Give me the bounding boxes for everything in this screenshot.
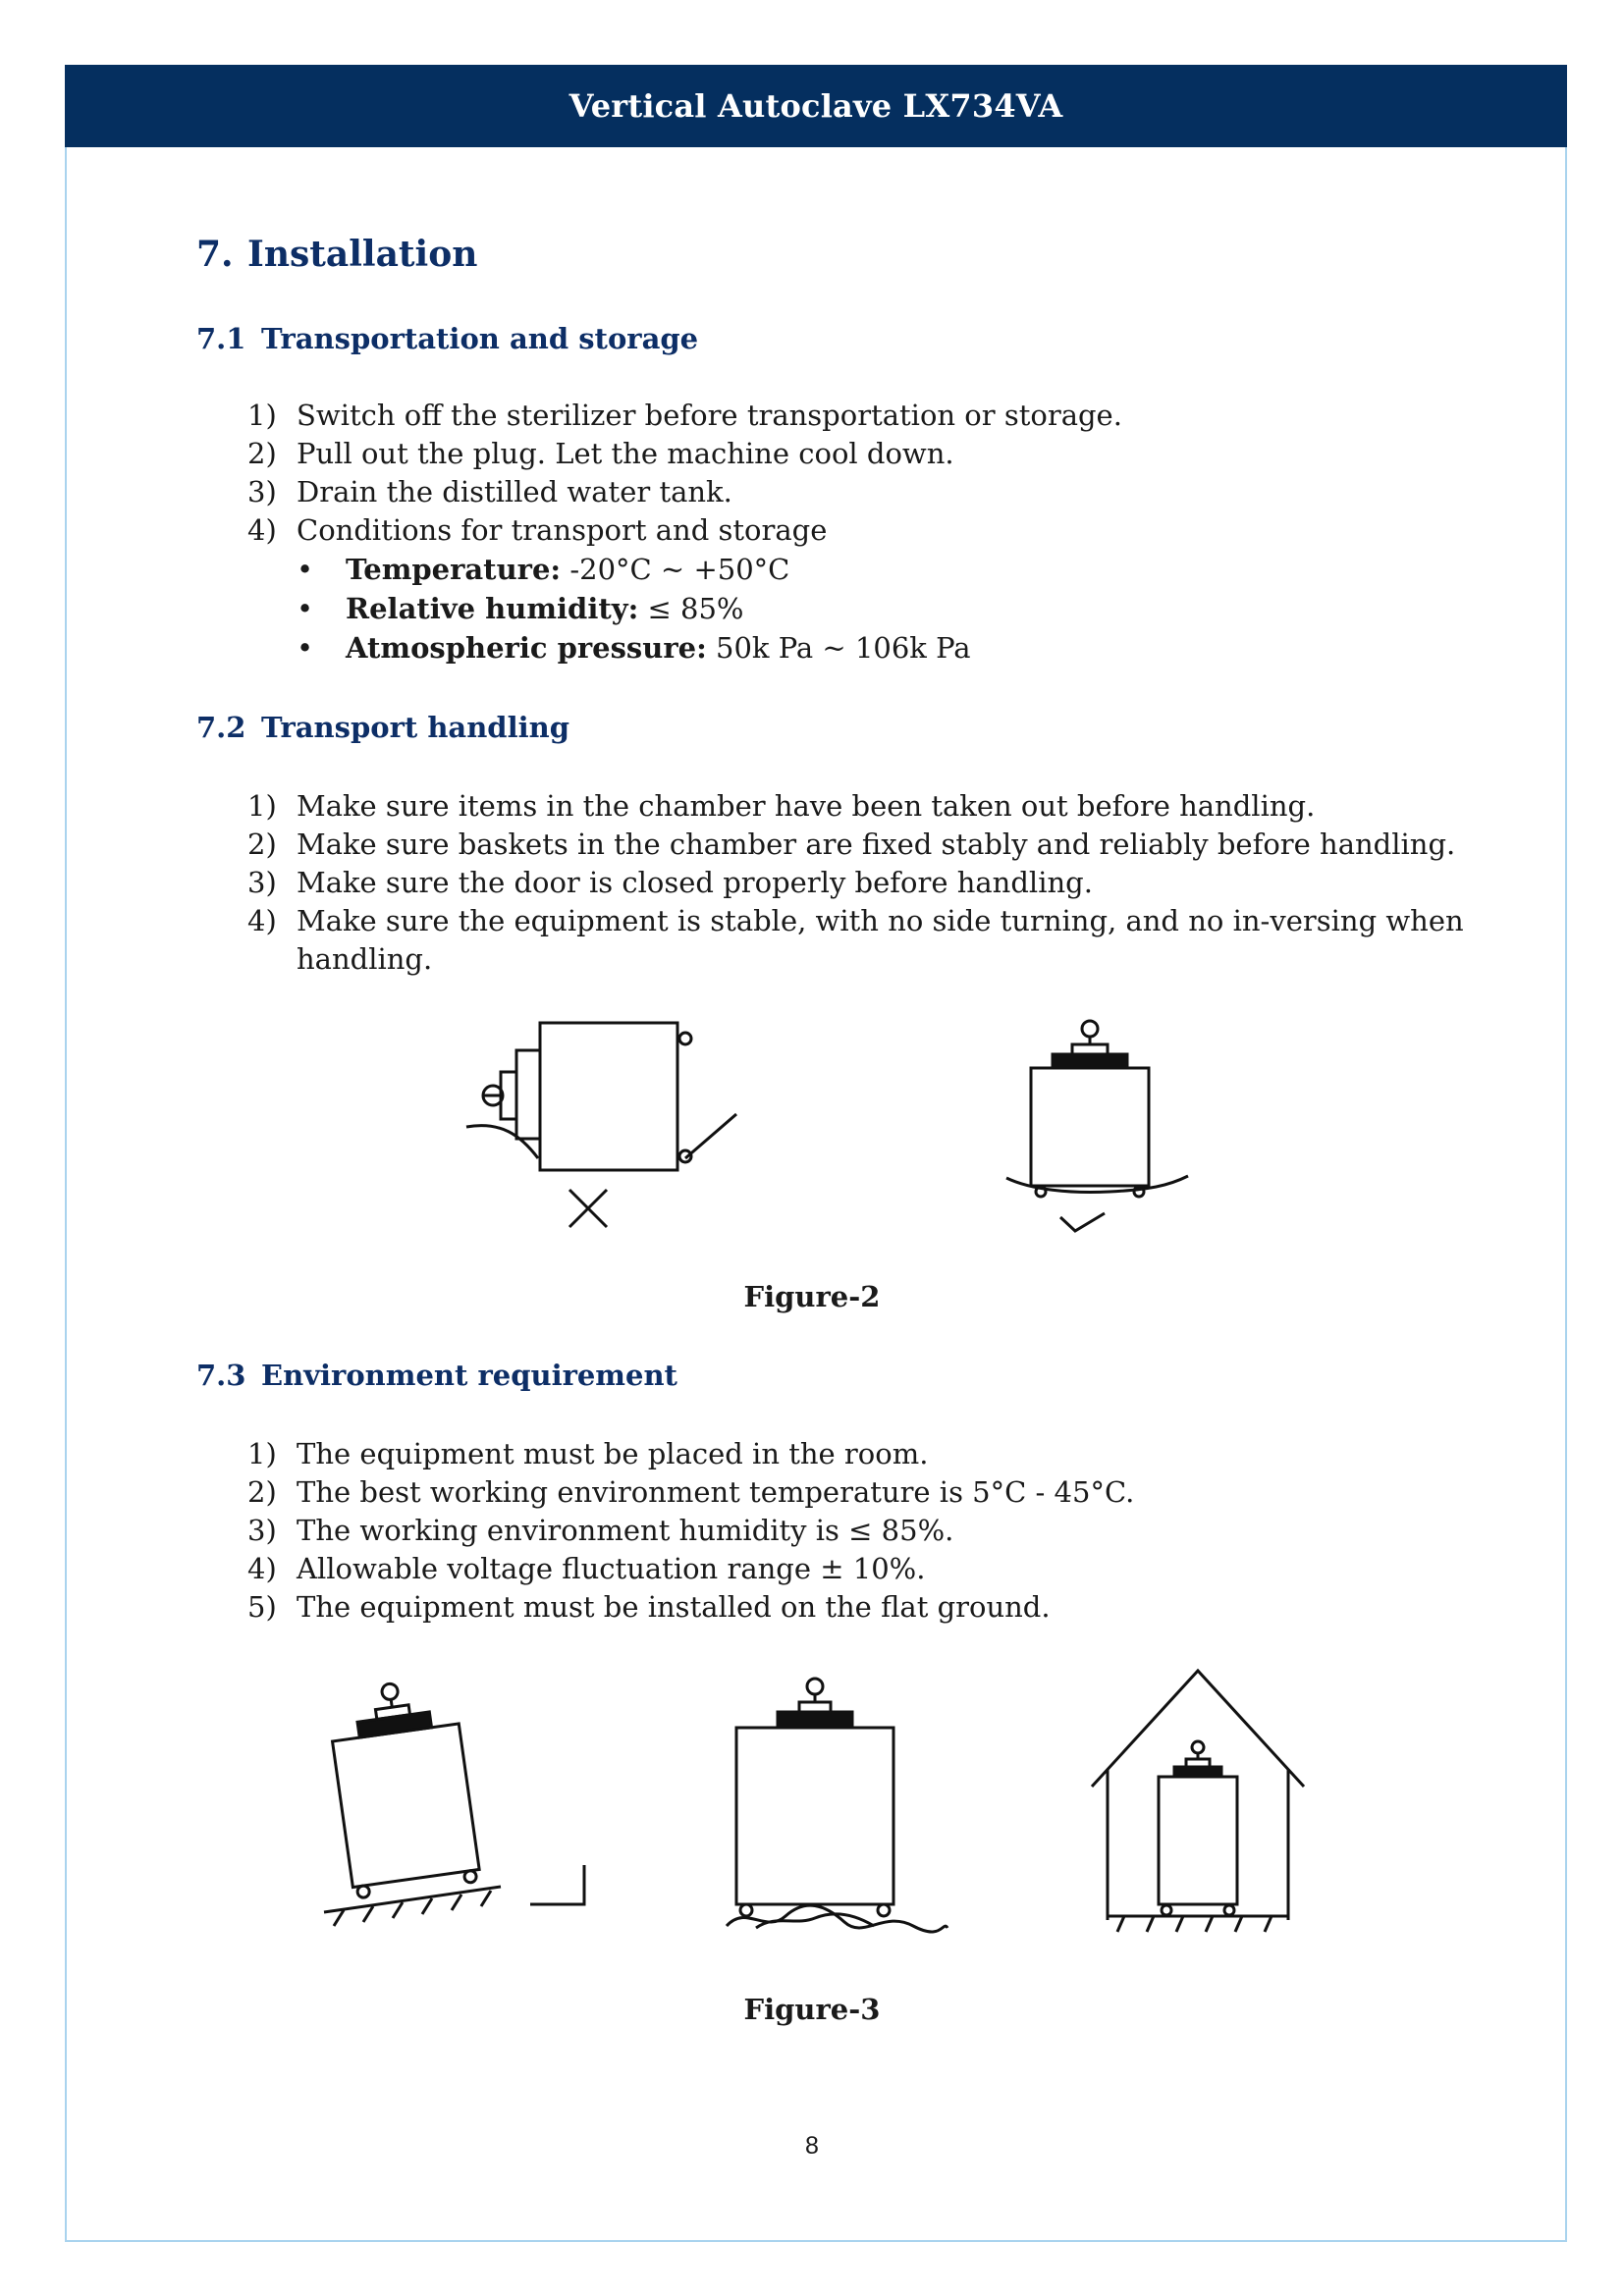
upright-autoclave-correct-illustration <box>992 1011 1218 1247</box>
tilted-autoclave-wrong-illustration <box>422 1011 795 1237</box>
subsection-number: 7.1 <box>196 322 246 355</box>
transport-storage-list <box>247 397 1475 667</box>
section-title: Installation <box>247 234 478 275</box>
subsection-title: Transport handling <box>261 711 569 744</box>
bullet-icon: • <box>297 553 314 586</box>
section-number: 7. <box>196 234 234 275</box>
condition-item: • Relative humidity: ≤ 85% <box>297 589 1475 628</box>
list-item: 1) Switch off the sterilizer before transportation or storage. <box>247 399 1122 432</box>
transport-handling-list <box>247 787 1475 979</box>
list-item: 1) The equipment must be placed in the room. <box>247 1437 929 1470</box>
document-title: Vertical Autoclave LX734VA <box>568 87 1063 125</box>
list-item: 2) The best working environment temperature is 5°C - 45°C. <box>247 1475 1135 1509</box>
bullet-icon: • <box>297 631 314 665</box>
list-item: 4) Make sure the equipment is stable, with no side turning, and no in-versing when handling. <box>247 904 1464 976</box>
list-item: 2) Make sure baskets in the chamber are fixed stably and reliably before handling. <box>247 828 1456 861</box>
list-item: 3) Drain the distilled water tank. <box>247 475 732 508</box>
environment-requirement-list <box>247 1435 1475 1627</box>
uneven-ground-illustration <box>717 1669 952 1944</box>
conditions-list <box>297 550 1475 667</box>
subsection-heading-7-3 <box>196 1359 677 1392</box>
subsection-number: 7.3 <box>196 1359 246 1392</box>
list-item: 5) The equipment must be installed on the flat ground. <box>247 1590 1051 1624</box>
tilted-floor-illustration <box>314 1669 609 1944</box>
condition-item: • Temperature: -20°C ~ +50°C <box>297 550 1475 589</box>
header-bar <box>65 65 1567 147</box>
subsection-heading-7-2 <box>196 711 569 744</box>
list-item: 2) Pull out the plug. Let the machine cool down. <box>247 437 954 470</box>
subsection-title: Environment requirement <box>261 1359 677 1392</box>
figure-3-caption: Figure-3 <box>743 1993 881 2026</box>
list-item: 4) Allowable voltage fluctuation range ± 10%. <box>247 1552 926 1585</box>
section-heading <box>196 234 477 275</box>
bullet-icon: • <box>297 592 314 625</box>
page-number: 8 <box>805 2132 819 2160</box>
subsection-number: 7.2 <box>196 711 246 744</box>
figure-2-caption: Figure-2 <box>743 1280 881 1313</box>
list-item: 1) Make sure items in the chamber have been taken out before handling. <box>247 789 1316 823</box>
indoor-house-illustration <box>1080 1659 1316 1944</box>
condition-item: • Atmospheric pressure: 50k Pa ~ 106k Pa <box>297 628 1475 667</box>
subsection-heading-7-1 <box>196 322 698 355</box>
list-item: 4) Conditions for transport and storage • Temperature: -20°C ~ +50°C • Relative humidity: ≤ 85% • Atmospheric pressure: 50k Pa ~ 106k Pa <box>247 511 1475 667</box>
list-item: 3) The working environment humidity is ≤ 85%. <box>247 1514 954 1547</box>
subsection-title: Transportation and storage <box>261 322 699 355</box>
list-item: 3) Make sure the door is closed properly before handling. <box>247 866 1093 899</box>
